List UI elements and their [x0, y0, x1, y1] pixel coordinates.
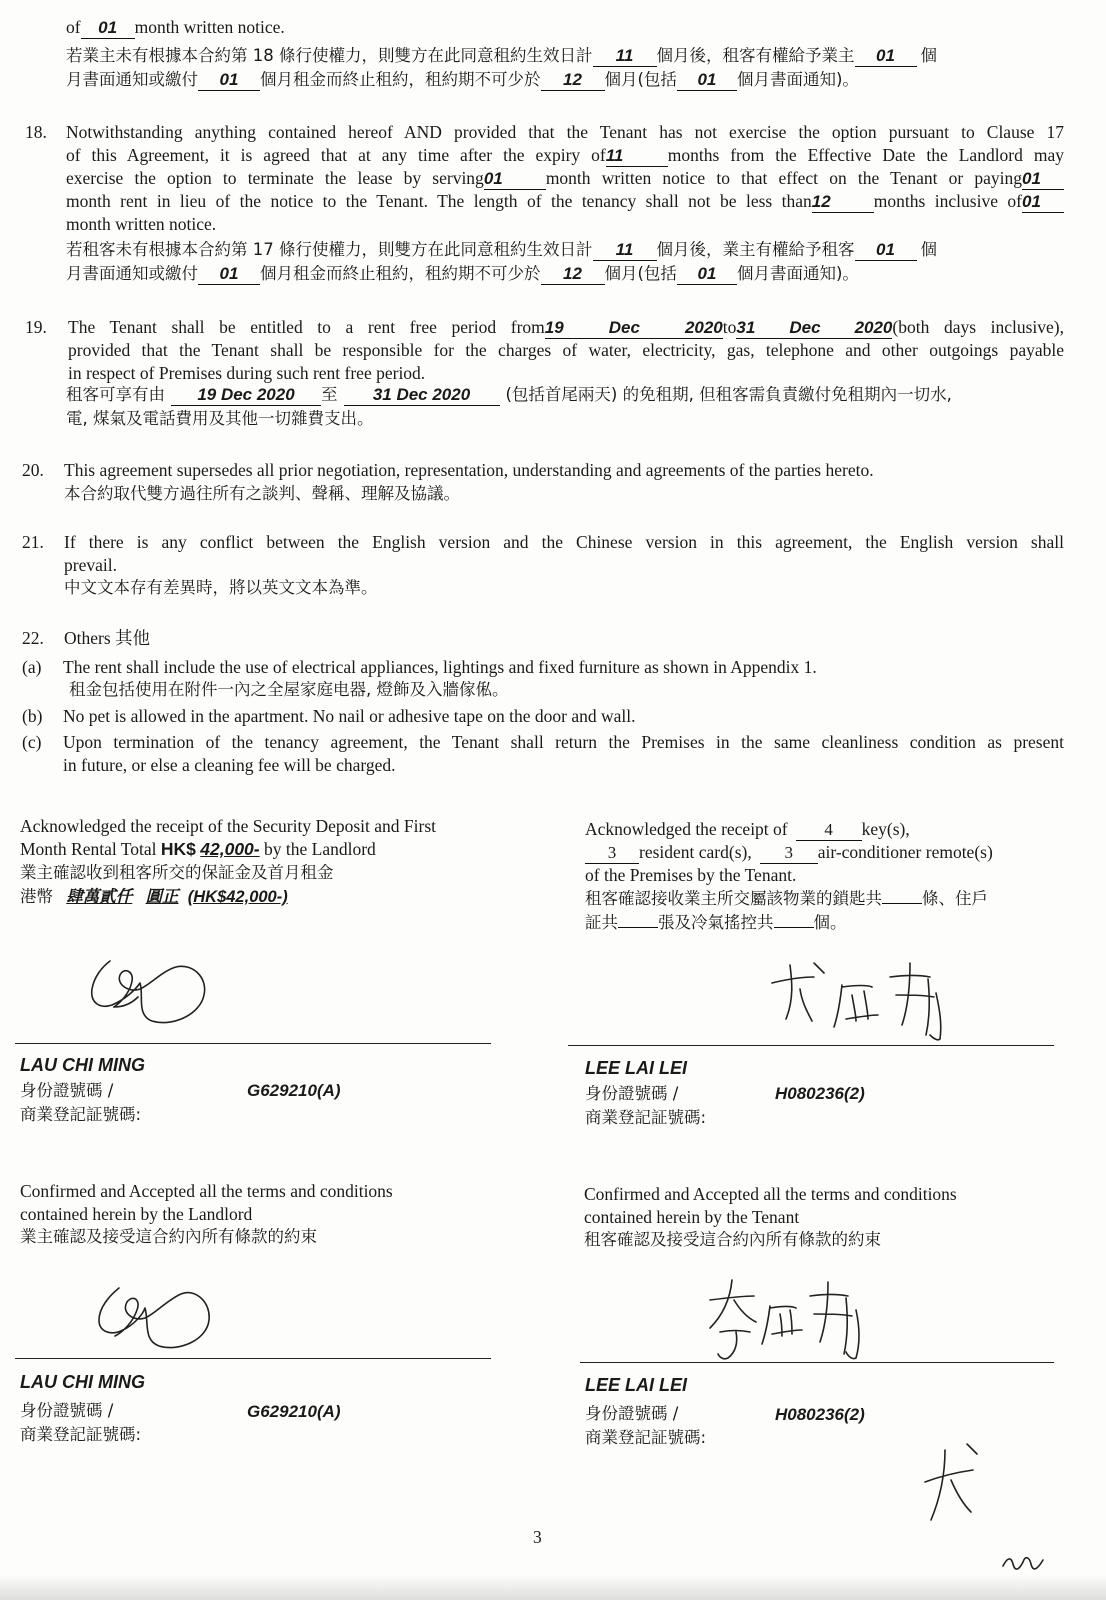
tenant-id-1: H080236(2): [775, 1084, 865, 1103]
landlord-name-2: LAU CHI MING: [20, 1372, 145, 1392]
scan-edge-shadow: [0, 1574, 1106, 1600]
clause20-number: 20.: [22, 460, 44, 480]
notice-months-value: 01: [81, 18, 135, 39]
rent-free-from: 19 Dec 2020: [544, 318, 723, 337]
tenant-signature-line-2: [580, 1362, 1054, 1363]
landlord-id-label-2: 身份證號碼 /: [20, 1401, 114, 1420]
tenant-name-2: LEE LAI LEI: [585, 1375, 688, 1395]
resident-cards-count: 3: [585, 843, 639, 864]
landlord-signature-2: [85, 1280, 225, 1360]
landlord-signature-1: [80, 955, 220, 1035]
clause18-body: Notwithstanding anything contained hereof AND provided that the Tenant has not exercise the option pursuant to Clause 17 of this Agreement, it is agreed that at any time after the expiry of11 months from the Effective Date the Landlord may exercise the option to terminate the lease by serving01 month written notice to that effect on the Tenant or paying01 month rent in lieu of the notice to the Tenant. The length of the tenancy shall not be less than12 months inclusive of01 month written notice.: [66, 122, 1064, 234]
tenant-br-label-2: 商業登記証號碼:: [585, 1428, 707, 1447]
clause19-zh-line1: 租客可享有由 19 Dec 2020 至 31 Dec 2020 (包括首尾兩天) 的免租期, 但租客需負責繳付免租期內一切水,: [66, 385, 952, 404]
clause22-title: Others 其他: [64, 628, 151, 648]
landlord-br-label-2: 商業登記証號碼:: [20, 1425, 142, 1444]
clause21-number: 21.: [22, 532, 44, 552]
landlord-confirmation: Confirmed and Accepted all the terms and conditions contained herein by the Landlord: [20, 1181, 393, 1224]
tenant-br-label-1: 商業登記証號碼:: [585, 1108, 707, 1127]
tenant-signature-line-1: [568, 1045, 1054, 1046]
clause22-a-label: (a): [22, 657, 42, 677]
deposit-amount: 42,000-: [200, 839, 260, 859]
keys-count: 4: [796, 820, 862, 841]
landlord-signature-line-1: [15, 1043, 491, 1044]
deposit-receipt-zh: 業主確認收到租客所交的保証金及首月租金: [20, 863, 334, 882]
clause21-zh: 中文文本存有差異時，將以英文文本為準。: [64, 578, 378, 597]
landlord-signature-line-2: [15, 1358, 491, 1359]
tenant-signature-1: [760, 955, 960, 1045]
clause19-number: 19.: [25, 317, 47, 337]
clause17-continuation-en: of 01 month written notice.: [66, 17, 285, 37]
landlord-id-1: G629210(A): [247, 1081, 341, 1100]
tenant-name-1: LEE LAI LEI: [585, 1058, 688, 1078]
tenant-confirmation: Confirmed and Accepted all the terms and conditions contained herein by the Tenant: [584, 1184, 957, 1227]
tenant-confirmation-zh: 租客確認及接受這合約內所有條款的約束: [584, 1230, 881, 1249]
clause22-a-en: The rent shall include the use of electrical appliances, lightings and fixed furniture as shown in Appendix 1.: [63, 657, 817, 677]
clause20-en: This agreement supersedes all prior negotiation, representation, understanding and agreements of the parties hereto.: [64, 460, 874, 480]
deposit-receipt-zh-amount: 港幣 肆萬貳仟 圓正 (HK$42,000-): [20, 887, 288, 906]
clause22-c-body: Upon termination of the tenancy agreement, the Tenant shall return the Premises in the same cleanliness condition as present in future, or else a cleaning fee will be charged.: [63, 732, 1064, 775]
clause21-body: If there is any conflict between the English version and the Chinese version in this agreement, the English version shall prevail.: [64, 532, 1064, 575]
clause19-zh-line2: 電, 煤氣及電話費用及其他一切雜費支出。: [66, 409, 374, 428]
ac-remotes-count: 3: [760, 843, 818, 864]
tenant-id-label-1: 身份證號碼 /: [585, 1084, 679, 1103]
clause22-c-label: (c): [22, 732, 42, 752]
tenant-id-2: H080236(2): [775, 1405, 865, 1424]
clause22-b-en: No pet is allowed in the apartment. No nail or adhesive tape on the door and wall.: [63, 706, 636, 726]
clause18-zh-line1: 若租客未有根據本合約第 17 條行使權力，則雙方在此同意租約生效日計 11 個月後，業主有權給予租客 01 個: [66, 240, 937, 259]
landlord-confirmation-zh: 業主確認及接受這合約內所有條款的約束: [20, 1227, 317, 1246]
tenant-id-label-2: 身份證號碼 /: [585, 1404, 679, 1423]
page-number: 3: [533, 1527, 542, 1547]
landlord-br-label-1: 商業登記証號碼:: [20, 1105, 142, 1124]
clause18-number: 18.: [25, 122, 47, 142]
page-initials: [915, 1440, 1055, 1590]
landlord-name-1: LAU CHI MING: [20, 1055, 145, 1075]
landlord-id-label-1: 身份證號碼 /: [20, 1081, 114, 1100]
clause19-body: The Tenant shall be entitled to a rent free period from19 Dec 2020to31 Dec 2020(both days inclusive), provided that the Tenant shall be responsible for the charges of water, electricity, gas, telephone and other outgoings payable in respect of Premises during such rent free period.: [68, 317, 1065, 383]
clause17-continuation-zh-line2: 月書面通知或繳付 01 個月租金而終止租約，租約期不可少於 12 個月(包括 01 個月書面通知)。: [66, 70, 859, 89]
deposit-receipt: Acknowledged the receipt of the Security Deposit and First Month Rental Total HK$ 42,000- by the Landlord: [20, 816, 437, 859]
rent-free-to: 31 Dec 2020: [736, 318, 893, 337]
clause17-continuation-zh-line1: 若業主未有根據本合約第 18 條行使權力，則雙方在此同意租約生效日計 11 個月後，租客有權給予業主 01 個: [66, 46, 937, 65]
landlord-id-2: G629210(A): [247, 1402, 341, 1421]
keys-receipt: Acknowledged the receipt of 4 key(s), 3 resident card(s), 3 air-conditioner remote(s) of the Premises by the Tenant.: [585, 819, 993, 885]
clause22-b-label: (b): [22, 706, 43, 726]
clause22-number: 22.: [22, 628, 44, 648]
clause20-zh: 本合約取代雙方過往所有之談判、聲稱、理解及協議。: [64, 484, 460, 503]
keys-receipt-zh-line2: 証共 張及冷氣搖控共 個。: [585, 913, 847, 932]
clause18-zh-line2: 月書面通知或繳付 01 個月租金而終止租約，租約期不可少於 12 個月(包括 01 個月書面通知)。: [66, 264, 859, 283]
clause22-a-zh: 租金包括使用在附件一內之全屋家庭电器, 燈飾及入牆傢俬。: [69, 680, 509, 699]
keys-receipt-zh-line1: 租客確認接收業主所交屬該物業的鎖匙共 條、住戶: [585, 889, 988, 908]
tenant-signature-2: [700, 1270, 870, 1365]
